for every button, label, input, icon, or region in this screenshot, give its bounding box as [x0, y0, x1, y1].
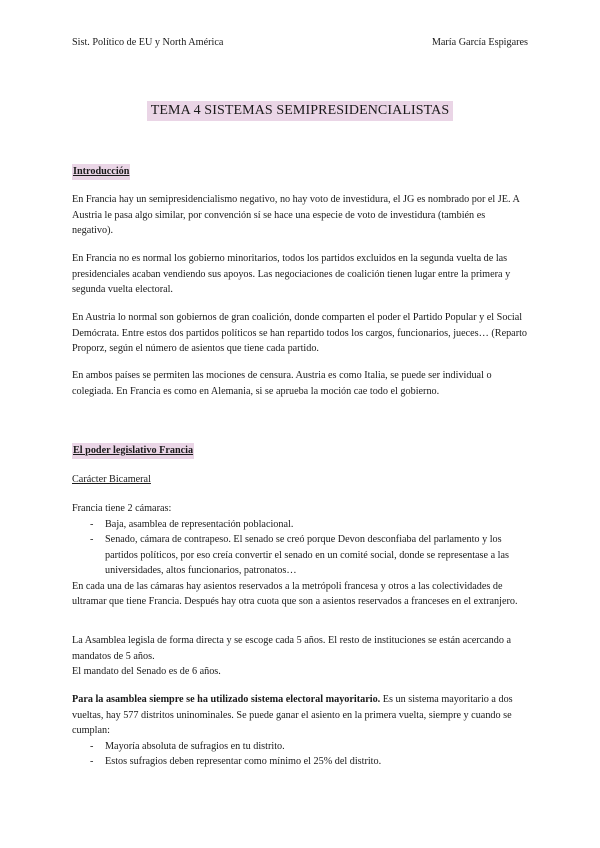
legislative-body-3 — [72, 692, 528, 770]
paragraph: La Asamblea legisla de forma directa y se escoge cada 5 años. El resto de instituciones se están acercando a mandatos de 5 años. — [72, 635, 512, 662]
intro-heading: Introducción — [72, 164, 130, 180]
paragraph: En Francia hay un semipresidencialismo negativo, no hay voto de investidura, el JG es nombrado por el JE. A Austria le pasa algo similar, por convención sí se hace una especie de voto de investidura (también es negativo). — [72, 194, 520, 236]
paragraph: En cada una de las cámaras hay asientos reservados a la metrópoli francesa y otros a las colectividades de ultramar que tiene Francia. Después hay otra cuota que son a asientos reservados a franceses en el extranjero. — [72, 580, 518, 607]
list-item: - Estos sufragios deben representar como mínimo el 25% del distrito. — [72, 754, 528, 770]
chambers-list — [72, 517, 528, 579]
header-left: Sist. Político de EU y North América — [72, 37, 224, 48]
header-right: María García Espigares — [431, 37, 528, 48]
document-title: TEMA 4 SISTEMAS SEMIPRESIDENCIALISTAS — [147, 101, 454, 121]
paragraph: Francia tiene 2 cámaras: — [72, 503, 172, 514]
paragraph: En ambos países se permiten las mociones de censura. Austria es como Italia, se puede ser individual o colegiada. En Francia es como en Alemania, si se aprueba la moción cae todo el gobierno. — [72, 370, 492, 397]
intro-p2 — [72, 251, 528, 298]
conditions-list — [72, 739, 528, 770]
legislative-section — [72, 443, 528, 459]
intro-p1 — [72, 192, 528, 239]
legislative-heading: El poder legislativo Francia — [72, 443, 194, 459]
list-item: - Baja, asamblea de representación poblacional. — [72, 517, 528, 533]
intro-p3 — [72, 310, 528, 357]
title-wrap — [0, 101, 600, 121]
legislative-body-1 — [72, 501, 528, 610]
paragraph — [72, 692, 528, 739]
paragraph: En Austria lo normal son gobiernos de gran coalición, donde comparten el poder el Partido Popular y el Social Demócrata. Entre estos dos partidos políticos se han repartido todos los cargos, funcionarios, jueces… (Reparto Proporz, según el número de asientos que tiene cada partido. — [72, 312, 528, 354]
legislative-body-2 — [72, 633, 528, 680]
bold-lead: Para la asamblea siempre se ha utilizado sistema electoral mayoritario. — [72, 694, 381, 705]
intro-p4 — [72, 368, 528, 399]
legislative-subhead-wrap — [72, 472, 528, 488]
list-item: - Senado, cámara de contrapeso. El senado se creó porque Devon desconfiaba del parlamento y los partidos políticos, por eso creía convertir el senado en un comité social, donde se representase a las universidades, altos funcionarios, patronatos… — [72, 532, 528, 579]
intro-section — [72, 164, 528, 180]
paragraph-rest: Es un sistema mayoritario a dos vueltas, hay 577 distritos uninominales. Se puede ganar el asiento en la primera vuelta, siempre y cuando se cumplan: — [72, 694, 513, 736]
paragraph: El mandato del Senado es de 6 años. — [72, 666, 221, 677]
legislative-subheading: Carácter Bicameral — [72, 474, 151, 485]
paragraph: En Francia no es normal los gobierno minoritarios, todos los partidos excluidos en la segunda vuelta de las presidenciales acaban vendiendo sus apoyos. Las negociaciones de coalición tienen lugar entre la primera y segunda vuelta electoral. — [72, 253, 511, 295]
list-item: - Mayoría absoluta de sufragios en tu distrito. — [72, 739, 528, 755]
